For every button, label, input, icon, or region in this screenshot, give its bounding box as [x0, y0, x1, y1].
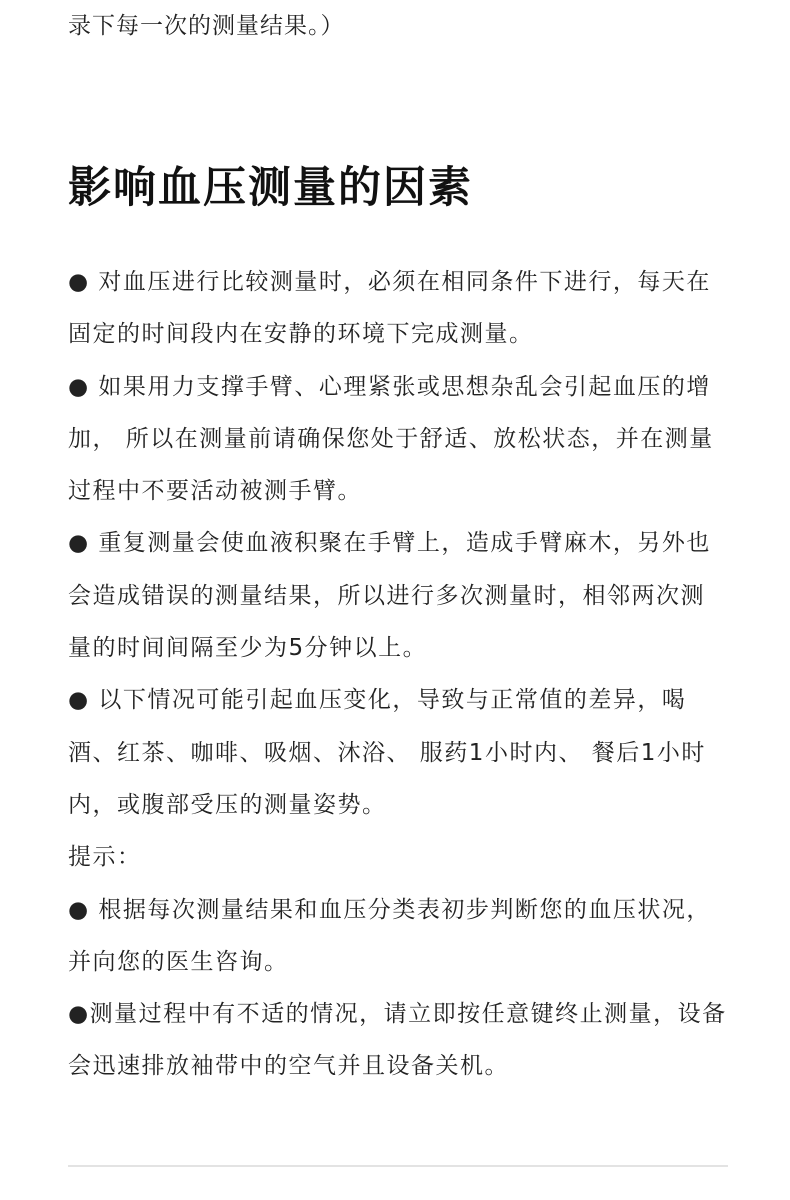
tips-heading: 提示：: [68, 844, 142, 871]
bullet-influencing-factors: ● 以下情况可能引起血压变化，导致与正常值的差异，喝酒、红茶、咖啡、吸烟、沐浴、 服药1小时内、 餐后1小时内，或腹部受压的测量姿势。: [68, 687, 706, 818]
tip-consult-doctor: ● 根据每次测量结果和血压分类表初步判断您的血压状况，并向您的医生咨询。: [68, 896, 711, 975]
tip-stop-measurement: ●测量过程中有不适的情况，请立即按任意键终止测量，设备会迅速排放袖带中的空气并且设备关机。: [68, 1001, 727, 1080]
bullet-repeat-interval: ● 重复测量会使血液积聚在手臂上，造成手臂麻木，另外也会造成错误的测量结果，所以进行多次测量时，相邻两次测量的时间间隔至少为5分钟以上。: [68, 530, 711, 662]
previous-paragraph-tail: 录下每一次的测量结果。）: [68, 13, 345, 39]
section-title: 影响血压测量的因素: [68, 163, 473, 213]
section-content: [68, 256, 728, 1093]
article-body: [68, 0, 728, 1093]
bullet-same-conditions: ● 对血压进行比较测量时，必须在相同条件下进行，每天在固定的时间段内在安静的环境下完成测量。: [68, 269, 711, 348]
footer-divider: [68, 1165, 728, 1167]
bullet-relaxed-state: ● 如果用力支撑手臂、心理紧张或思想杂乱会引起血压的增加， 所以在测量前请确保您处于舒适、放松状态，并在测量过程中不要活动被测手臂。: [68, 373, 714, 505]
